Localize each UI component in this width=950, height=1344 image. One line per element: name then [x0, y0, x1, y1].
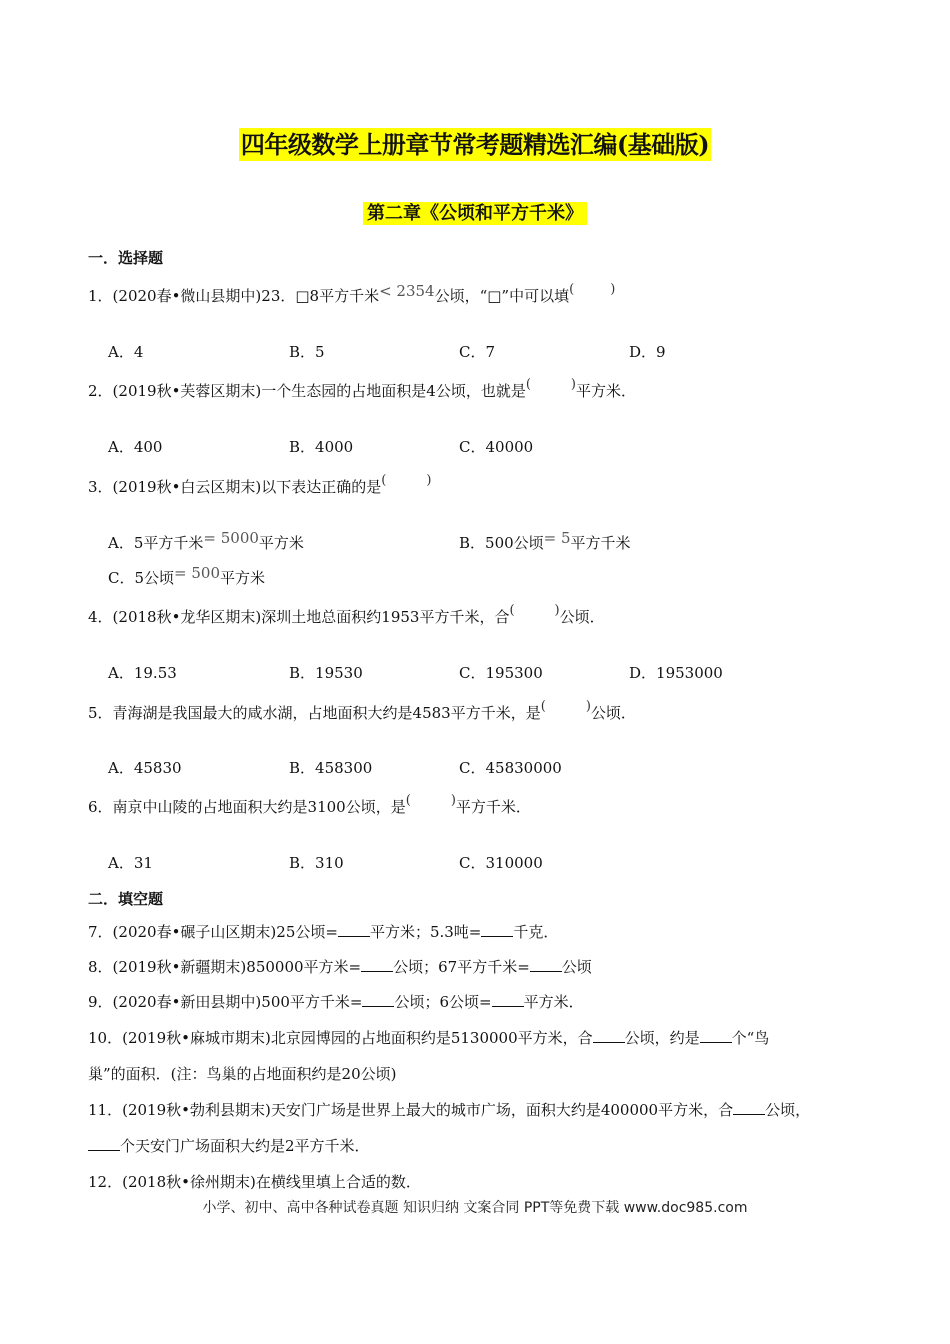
chapter-title: 第二章《公顷和平方千米》	[0, 199, 950, 225]
question-8: 8．(2019秋•新疆期末)850000平方米= 公顷；67平方千米= 公顷	[88, 958, 592, 976]
q1-option-b: B．5	[289, 343, 325, 361]
question-9: 9．(2020春•新田县期中)500平方千米= 公顷；6公顷= 平方米．	[88, 993, 584, 1011]
q2-option-a: A．400	[108, 438, 163, 456]
question-6: 6．南京中山陵的占地面积大约是3100公顷，是( )平方千米．	[88, 793, 531, 816]
answer-blank[interactable]	[361, 957, 393, 972]
answer-blank[interactable]	[338, 922, 370, 937]
q3-option-c: C．5公顷= 500平方米	[108, 564, 266, 587]
q1-option-c: C．7	[459, 343, 496, 361]
q4-option-d: D．1953000	[629, 664, 723, 682]
question-10-line-2: 巢”的面积．(注：鸟巢的占地面积约是20公顷)	[88, 1065, 397, 1083]
q4-option-b: B．19530	[289, 664, 363, 682]
question-5: 5．青海湖是我国最大的咸水湖，占地面积大约是4583平方千米，是( )公顷．	[88, 699, 636, 722]
q5-option-b: B．458300	[289, 759, 373, 777]
answer-blank[interactable]	[362, 992, 394, 1007]
question-3: 3．(2019秋•白云区期末)以下表达正确的是( )	[88, 473, 432, 496]
question-1: 1．(2020春•微山县期中)23．□8平方千米< 2354公顷，“□”中可以填( )	[88, 282, 616, 305]
answer-blank[interactable]	[593, 1028, 625, 1043]
question-2: 2．(2019秋•芙蓉区期末)一个生态园的占地面积是4公顷，也就是( )平方米．	[88, 377, 636, 400]
answer-blank[interactable]	[530, 957, 562, 972]
answer-blank[interactable]	[492, 992, 524, 1007]
q5-option-a: A．45830	[108, 759, 182, 777]
section-fill-blank: 二．填空题	[88, 890, 164, 908]
question-7: 7．(2020春•碾子山区期末)25公顷= 平方米；5.3吨= 千克．	[88, 923, 559, 941]
q1-option-a: A．4	[108, 343, 144, 361]
q4-option-a: A．19.53	[108, 664, 177, 682]
question-11: 11．(2019秋•勃利县期末)天安门广场是世界上最大的城市广场，面积大约是400000平方米，合 公顷，	[88, 1101, 811, 1119]
question-4: 4．(2018秋•龙华区期末)深圳土地总面积约1953平方千米，合( )公顷．	[88, 603, 605, 626]
question-10: 10．(2019秋•麻城市期末)北京园博园的占地面积约是5130000平方米，合 公顷，约是 个“鸟	[88, 1029, 770, 1047]
answer-blank[interactable]	[733, 1100, 765, 1115]
q4-option-c: C．195300	[459, 664, 543, 682]
q2-option-c: C．40000	[459, 438, 534, 456]
doc-title: 四年级数学上册章节常考题精选汇编(基础版)	[240, 130, 710, 159]
q1-option-d: D．9	[629, 343, 666, 361]
answer-blank[interactable]	[88, 1136, 120, 1151]
q6-option-b: B．310	[289, 854, 344, 872]
q6-option-a: A．31	[108, 854, 153, 872]
q5-option-c: C．45830000	[459, 759, 562, 777]
q6-option-c: C．310000	[459, 854, 543, 872]
footer-watermark: 小学、初中、高中各种试卷真题 知识归纳 文案合同 PPT等免费下载 www.doc985.com	[202, 1200, 748, 1216]
q2-option-b: B．4000	[289, 438, 354, 456]
q3-option-a: A．5平方千米= 5000平方米	[108, 529, 304, 552]
answer-blank[interactable]	[700, 1028, 732, 1043]
question-12: 12．(2018秋•徐州期末)在横线里填上合适的数．	[88, 1173, 421, 1191]
answer-blank[interactable]	[481, 922, 513, 937]
q3-option-b: B．500公顷= 5平方千米	[459, 529, 631, 552]
section-choice: 一．选择题	[88, 249, 164, 267]
question-11-line-2: 个天安门广场面积大约是2平方千米．	[88, 1135, 370, 1156]
